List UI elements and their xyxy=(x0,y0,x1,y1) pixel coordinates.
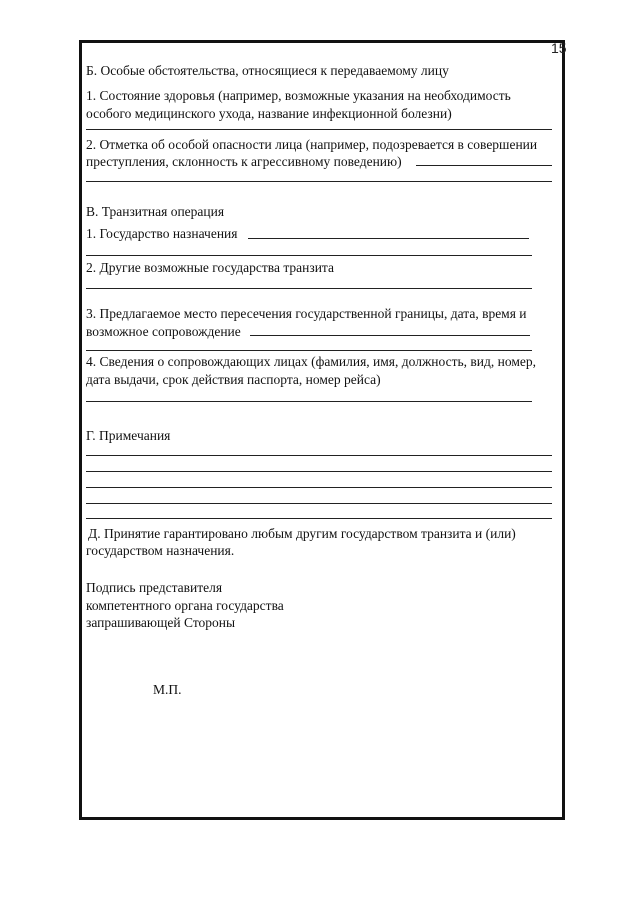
section-d-line1: Д. Принятие гарантировано любым другим государством транзита и (или) xyxy=(88,526,516,541)
section-b-heading: Б. Особые обстоятельства, относящиеся к передаваемому лицу xyxy=(86,63,449,78)
escort-label-line2: дата выдачи, срок действия паспорта, номер рейса) xyxy=(86,372,381,387)
notes-line-1[interactable] xyxy=(86,455,552,456)
border-crossing-input-line-inline[interactable] xyxy=(250,335,530,336)
destination-input-line[interactable] xyxy=(86,255,532,256)
signature-label-line1: Подпись представителя xyxy=(86,580,223,595)
stamp-place-label: М.П. xyxy=(153,682,182,697)
section-d-line2: государством назначения. xyxy=(86,543,235,558)
destination-input-line-inline[interactable] xyxy=(248,238,529,239)
danger-input-line[interactable] xyxy=(86,181,552,182)
health-label-line2: особого медицинского ухода, название инфекционной болезни) xyxy=(86,106,452,121)
danger-label-line2: преступления, склонность к агрессивному поведению) xyxy=(86,154,402,169)
health-label-line1: 1. Состояние здоровья (например, возможные указания на необходимость xyxy=(86,88,511,103)
signature-label-line3: запрашивающей Стороны xyxy=(86,615,236,630)
danger-label-line1: 2. Отметка об особой опасности лица (например, подозревается в совершении xyxy=(86,137,538,152)
escort-label-line1: 4. Сведения о сопровождающих лицах (фамилия, имя, должность, вид, номер, xyxy=(86,354,536,369)
health-input-line[interactable] xyxy=(86,129,552,130)
notes-line-2[interactable] xyxy=(86,471,552,472)
notes-line-4[interactable] xyxy=(86,503,552,504)
destination-label: 1. Государство назначения xyxy=(86,226,238,241)
transit-states-input-line[interactable] xyxy=(86,288,532,289)
signature-label-line2: компетентного органа государства xyxy=(86,598,284,613)
escort-input-line[interactable] xyxy=(86,401,532,402)
border-crossing-input-line[interactable] xyxy=(86,350,532,351)
section-g-heading: Г. Примечания xyxy=(86,428,171,443)
transit-states-label: 2. Другие возможные государства транзита xyxy=(86,260,334,275)
notes-line-5[interactable] xyxy=(86,518,552,519)
section-v-heading: В. Транзитная операция xyxy=(86,204,225,219)
page-number: 15 xyxy=(551,40,567,56)
border-crossing-label-line2: возможное сопровождение xyxy=(86,324,241,339)
notes-line-3[interactable] xyxy=(86,487,552,488)
border-crossing-label-line1: 3. Предлагаемое место пересечения государственной границы, дата, время и xyxy=(86,306,527,321)
danger-input-line-inline[interactable] xyxy=(416,165,552,166)
